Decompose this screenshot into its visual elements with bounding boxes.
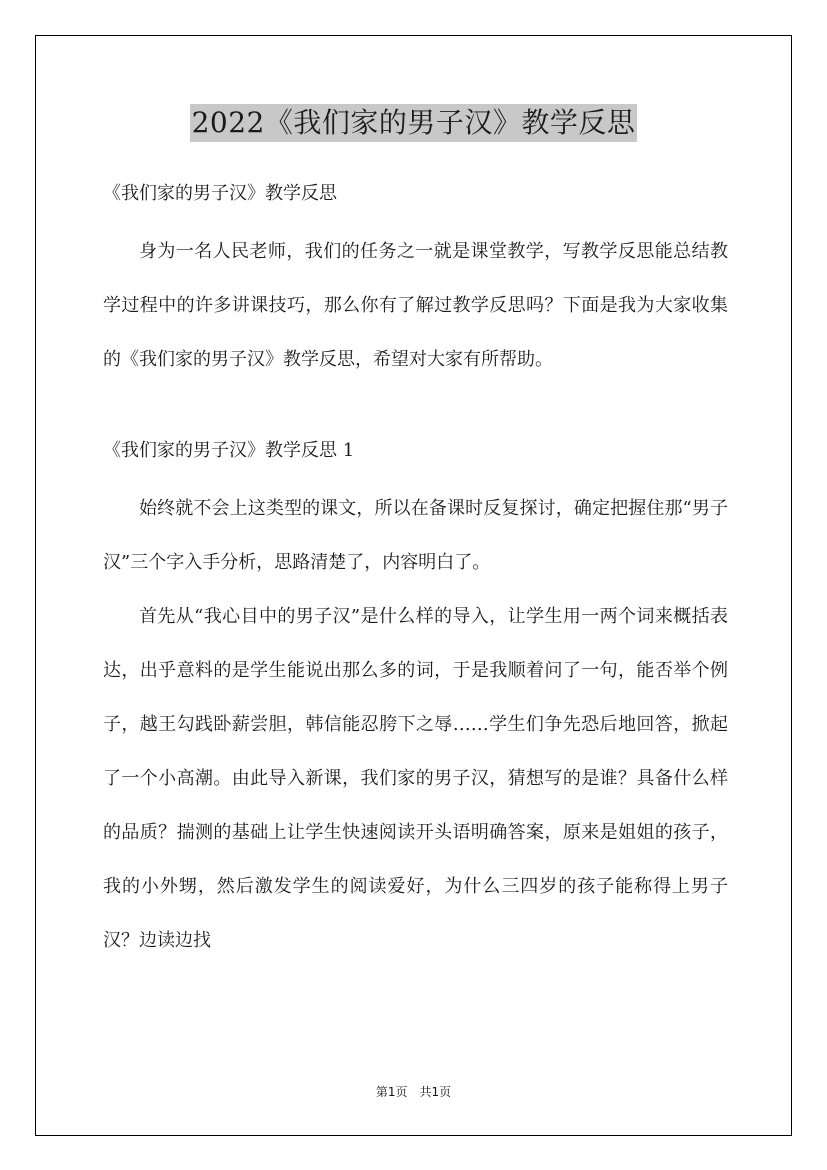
document-title: 2022《我们家的男子汉》教学反思 <box>190 104 638 142</box>
section1-paragraph-1: 始终就不会上这类型的课文，所以在备课时反复探讨，确定把握住那“男子汉”三个字入手分析，思路清楚了，内容明白了。 <box>103 498 728 573</box>
page-number: 第1页 共1页 <box>375 1085 452 1099</box>
spacer <box>103 387 728 430</box>
section1-heading: 《我们家的男子汉》教学反思 1 <box>103 440 355 461</box>
spacer <box>103 472 728 482</box>
spacer <box>103 215 728 225</box>
document-body <box>103 173 728 968</box>
intro-paragraph: 身为一名人民老师，我们的任务之一就是课堂教学，写教学反思能总结教学过程中的许多讲课技巧，那么你有了解过教学反思吗？下面是我为大家收集的《我们家的男子汉》教学反思，希望对大家有所帮助。 <box>103 241 728 370</box>
intro-heading: 《我们家的男子汉》教学反思 <box>103 183 337 204</box>
page-footer <box>0 1083 827 1100</box>
section1-paragraph-2: 首先从“我心目中的男子汉”是什么样的导入，让学生用一两个词来概括表达，出乎意料的是学生能说出那么多的词，于是我顺着问了一句，能否举个例子，越王勾践卧薪尝胆，韩信能忍胯下之辱……学生们争先恐后地回答，掀起了一个小高潮。由此导入新课，我们家的男子汉，猜想写的是谁？具备什么样的品质？揣测的基础上让学生快速阅读开头语明确答案，原来是姐姐的孩子，我的小外甥，然后激发学生的阅读爱好，为什么三四岁的孩子能称得上男子汉？边读边找 <box>103 606 728 951</box>
title-container <box>0 104 827 142</box>
